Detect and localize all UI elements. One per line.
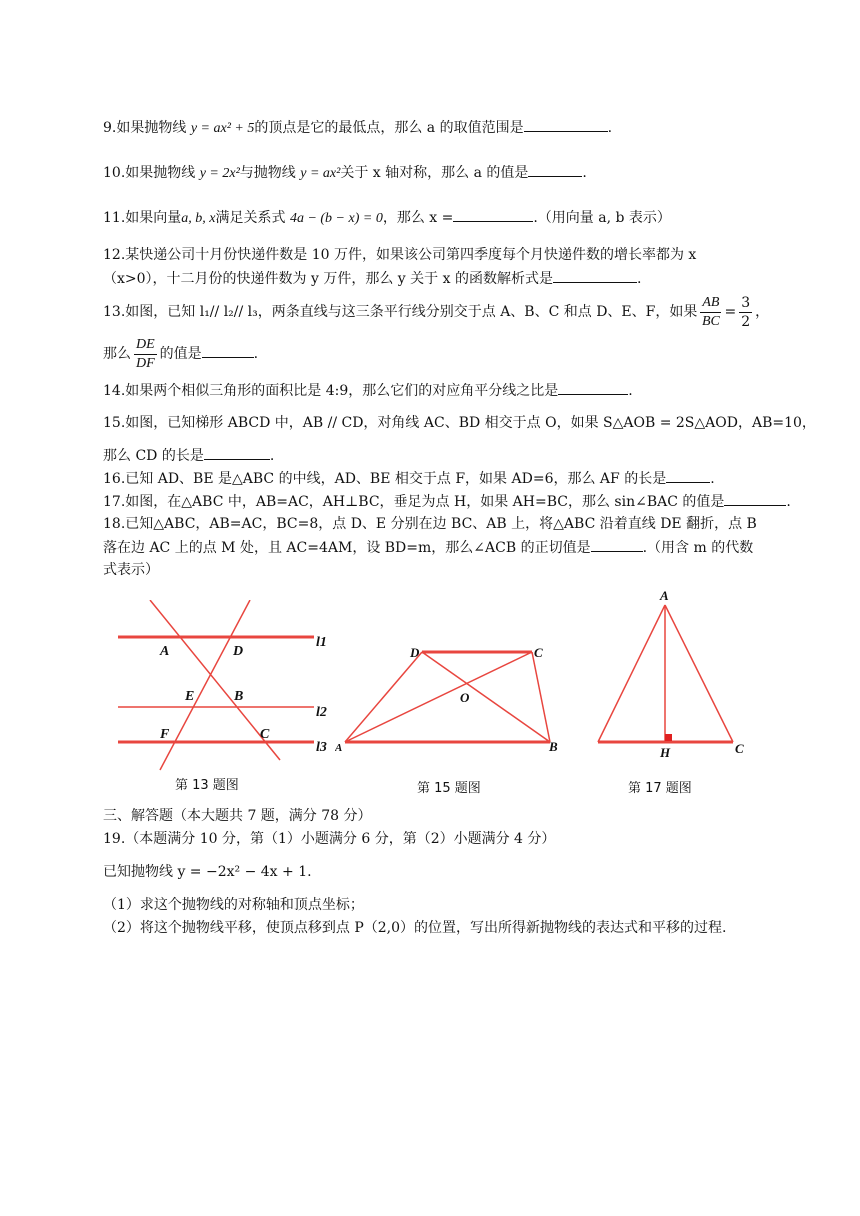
question-11 [103,207,671,229]
q14-text: 14.如果两个相似三角形的面积比是 4:9，那么它们的对应角平分线之比是 [103,383,559,399]
fig15-side-ad [345,652,422,742]
q11-vectors: a, b, x [181,211,216,226]
question-12-line2 [103,268,641,289]
question-19-part2 [103,918,727,938]
fig13-label-f: F [160,727,170,742]
question-19-header [103,829,555,849]
q13-comma: ， [755,304,770,320]
q11-end: .（用向量 a, b 表示） [533,210,671,226]
fig13-label-d: D [233,644,244,659]
q10-answer-blank[interactable] [528,162,582,177]
q13-fraction-3-2 [739,294,752,331]
q19-header-text: 19.（本题满分 10 分，第（1）小题满分 6 分，第（2）小题满分 4 分） [103,831,556,847]
q12-text-line1: 12.某快递公司十月份快递件数是 10 万件，如果该公司第四季度每个月快递件数的增长率都为 x [103,247,697,263]
q15-text-line1: 15.如图，已知梯形 ABCD 中，AB // CD，对角线 AC、BD 相交于点 O，如果 S△AOB = 2S△AOD，AB=10， [103,415,816,431]
q18-text-line1: 18.已知△ABC，AB=AC，BC=8，点 D、E 分别在边 BC、AB 上，将△ABC 沿着直线 DE 翻折，点 B [103,516,757,532]
fig13-label-l1: l1 [316,635,327,650]
q10-text-post: 关于 x 轴对称，那么 a 的值是 [340,165,529,181]
figure-13 [110,600,350,800]
q18-line2-end: .（用含 m 的代数 [642,540,754,556]
fig15-label-o: O [460,690,470,705]
fig15-side-bc [532,652,550,742]
q12-end: . [636,271,642,287]
question-13-line1 [103,292,769,332]
fig15-label-b: B [549,739,558,754]
fig15-label-c: C [534,645,543,660]
q19-given-text: 已知抛物线 y = −2x² − 4x + 1. [103,864,312,880]
q13-end: . [253,346,259,362]
q13-text-line2-pre: 那么 [103,346,131,362]
fig17-label-a: A [660,588,669,603]
question-10 [103,162,587,184]
q15-end: . [269,448,275,464]
fig15-diagonal-bd [422,652,550,742]
q13-fraction-ab-bc [700,294,721,331]
question-15-line1 [103,413,816,433]
q11-answer-blank[interactable] [453,207,533,222]
q14-answer-blank[interactable] [558,380,628,395]
q13-frac2-num: 3 [741,294,751,311]
fig13-label-l3: l3 [316,740,327,755]
q10-end: . [582,165,587,181]
q13-answer-blank[interactable] [202,343,254,358]
q16-end: . [710,471,715,487]
question-13-line2 [103,334,258,374]
q9-answer-blank[interactable] [524,117,608,132]
fig17-label-c: C [735,741,744,756]
question-19-given [103,862,312,882]
q11-formula: 4a − (b − x) = 0 [289,211,383,226]
q19-part1-text: （1）求这个抛物线的对称轴和顶点坐标； [103,897,364,913]
question-12-line1 [103,245,696,265]
question-14 [103,380,633,401]
q13-frac1-num: AB [700,294,721,313]
q17-end: . [786,494,791,510]
q10-text-pre: 10.如果抛物线 [103,165,200,181]
q13-equals: = [724,304,737,320]
q18-answer-blank[interactable] [591,537,643,552]
q13-frac2-den: 2 [741,313,751,330]
q13-fraction-de-df [134,336,157,373]
fig17-caption: 第 17 题图 [628,781,692,796]
section-3-title [103,806,372,826]
question-16 [103,468,715,489]
figure-15 [335,635,575,765]
figure-17 [590,585,760,765]
fig15-label-a: A [335,742,343,754]
fig15-caption: 第 15 题图 [417,781,481,796]
q16-answer-blank[interactable] [666,468,710,483]
section-3-title-text: 三、解答题（本大题共 7 题，满分 78 分） [103,808,372,824]
q9-end: . [607,120,613,136]
q10-formula-1: y = 2x² [199,166,240,181]
fig13-label-e: E [185,689,195,704]
q13-text-pre: 13.如图，已知 l₁// l₂// l₃，两条直线与这三条平行线分别交于点 A、B、C 和点 D、E、F，如果 [103,304,698,320]
fig15-label-d: D [410,645,420,660]
q9-formula: y = ax² + 5 [190,121,255,136]
question-19-part1 [103,895,364,915]
q10-formula-2: y = ax² [300,166,341,181]
q12-answer-blank[interactable] [553,268,637,283]
question-9 [103,117,612,139]
fig13-label-a: A [160,644,170,659]
q17-text: 17.如图，在△ABC 中，AB=AC，AH⊥BC，垂足为点 H，如果 AH=BC，那么 sin∠BAC 的值是 [103,494,725,510]
q13-frac3-den: DF [136,355,155,371]
q11-text-pre: 11.如果向量 [103,210,182,226]
question-17 [103,491,791,512]
q18-text-line2: 落在边 AC 上的点 M 处，且 AC=4AM，设 BD=m，那么∠ACB 的正切值是 [103,540,591,556]
q9-text-post: 的顶点是它的最低点，那么 a 的取值范围是 [254,120,524,136]
q9-text-pre: 9.如果抛物线 [103,120,191,136]
fig15-diagonal-ac [345,652,532,742]
q14-end: . [628,383,633,399]
q13-frac1-den: BC [701,313,720,329]
question-18-line1 [103,514,757,534]
fig17-side-ac [665,605,733,742]
q11-text-post: ，那么 x = [382,210,454,226]
fig13-label-c: C [260,727,270,742]
question-15-line2 [103,445,274,466]
q10-text-mid: 与抛物线 [239,165,301,181]
q17-answer-blank[interactable] [724,491,786,506]
q18-text-line3: 式表示） [103,562,159,578]
question-18-line3 [103,560,159,580]
q16-text: 16.已知 AD、BE 是△ABC 的中线，AD、BE 相交于点 F，如果 AD=6，那么 AF 的长是 [103,471,667,487]
question-18-line2 [103,537,753,558]
fig13-label-l2: l2 [316,705,327,720]
fig13-label-b: B [234,689,244,704]
q19-part2-text: （2）将这个抛物线平移，使顶点移到点 P（2,0）的位置，写出所得新抛物线的表达式和平移的过程. [103,920,727,936]
fig13-transversal-2 [160,600,250,770]
q13-frac3-num: DE [134,336,157,355]
q12-text-line2: （x>0），十二月份的快递件数为 y 万件，那么 y 关于 x 的函数解析式是 [103,271,553,287]
fig17-label-h: H [660,745,671,760]
q15-answer-blank[interactable] [204,445,270,460]
q15-text-line2: 那么 CD 的长是 [103,448,204,464]
fig17-right-angle-mark [665,734,672,741]
q13-text-line2-post: 的值是 [159,346,202,362]
fig13-caption: 第 13 题图 [175,778,239,793]
fig17-side-ab [598,605,665,742]
q11-text-mid: 满足关系式 [215,210,290,226]
